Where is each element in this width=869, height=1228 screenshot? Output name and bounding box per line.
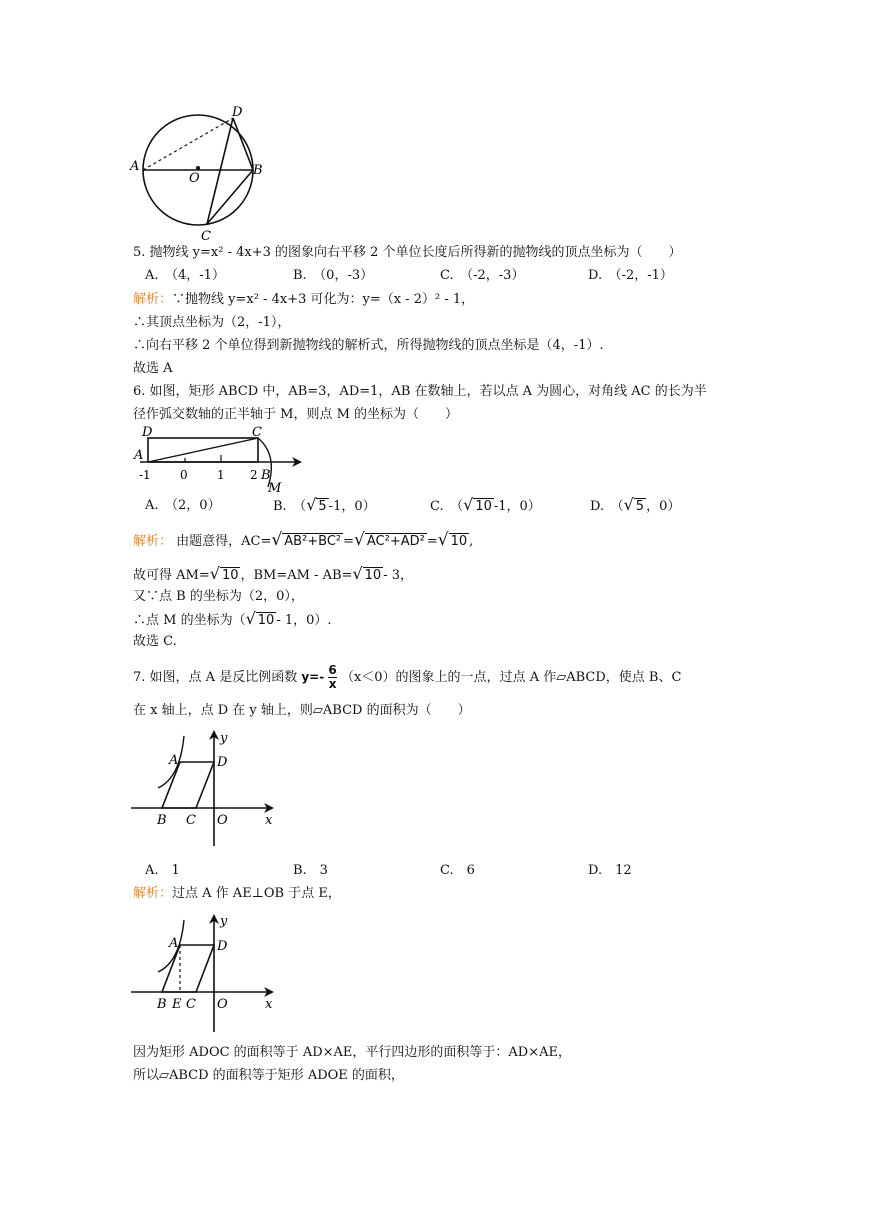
q5-option-d: D. （-2，-1） <box>588 268 673 283</box>
label-a: A <box>134 448 144 463</box>
label-b: B <box>253 163 263 178</box>
sqrt-radicand: 10 <box>450 534 468 549</box>
label-x: x <box>265 813 273 828</box>
func-fraction <box>328 664 336 691</box>
label-y: y <box>220 731 228 746</box>
analysis-text: ∴点 M 的坐标为（ <box>133 613 246 628</box>
q6-stem-line1: 6. 如图，矩形 ABCD 中，AB=3，AD=1，AB 在数轴上，若以点 A 为圆心，对角线 AC 的长为半 <box>133 384 707 399</box>
dashed-ad <box>143 118 233 170</box>
q6-analysis-line5: 故选 C. <box>133 634 177 649</box>
q5-analysis-line1 <box>133 292 474 308</box>
tick-label-2: 2 <box>250 468 258 482</box>
q5-stem: 5. 抛物线 y=x² - 4x+3 的图象向右平移 2 个单位长度后所得新的抛物线的顶点坐标为（ ） <box>133 245 682 260</box>
q5-option-a: A. （4，-1） <box>145 268 225 283</box>
q7-stem-line2: 在 x 轴上，点 D 在 y 轴上，则▱ABCD 的面积为（ ） <box>133 703 471 718</box>
label-o: O <box>217 997 228 1012</box>
label-d: D <box>142 425 153 440</box>
q6-analysis-line4: ∴点 M 的坐标为（√ 10 - 1，0）. <box>133 609 332 628</box>
option-text: B. （ <box>273 499 307 514</box>
analysis-text: = <box>426 534 438 549</box>
label-b: B <box>261 468 271 483</box>
option-text: D. （ <box>590 499 624 514</box>
q5-analysis-line2: ∴其顶点坐标为（2，-1）， <box>133 315 291 330</box>
label-a: A <box>169 753 179 768</box>
label-b: B <box>157 813 167 828</box>
func-numerator: 6 <box>328 663 337 677</box>
diagonal-ac <box>148 438 258 462</box>
analysis-text: 过点 A 作 AE⊥OB 于点 E， <box>172 886 341 901</box>
func-sign: - <box>319 670 325 684</box>
sqrt-radicand: 5 <box>635 499 645 514</box>
label-c: C <box>201 229 211 244</box>
q7-option-a: A. 1 <box>145 863 180 878</box>
analysis-text: 故可得 AM= <box>133 568 210 583</box>
tick-label-neg1: -1 <box>139 468 151 482</box>
label-e: E <box>172 997 182 1012</box>
parallelogram-abcd <box>162 762 214 808</box>
q6-option-d: D. （√ 5 ，0） <box>590 495 681 514</box>
label-c: C <box>186 813 196 828</box>
label-a: A <box>169 936 179 951</box>
option-text: -1，0） <box>328 499 376 514</box>
label-d: D <box>217 755 228 770</box>
sqrt-radicand: 10 <box>364 568 382 583</box>
q5-option-c: C. （-2，-3） <box>440 268 525 283</box>
q6-analysis-line3: 又∵点 B 的坐标为（2，0）， <box>133 589 304 604</box>
analysis-text: - 1，0）. <box>276 613 332 628</box>
label-m: M <box>268 481 282 495</box>
center-point <box>196 166 200 170</box>
analysis-label: 解析： <box>133 292 173 307</box>
function-expression <box>301 663 341 691</box>
q7-analysis-line1 <box>133 886 341 902</box>
label-c: C <box>252 425 262 440</box>
q7-analysis-line2: 因为矩形 ADOC 的面积等于 AD×AE，平行四边形的面积等于：AD×AE， <box>133 1045 571 1060</box>
label-a: A <box>130 159 140 174</box>
stem-text: （x＜0）的图象上的一点，过点 A 作▱ABCD，使点 B、C <box>340 670 682 685</box>
label-b: B <box>157 997 167 1012</box>
q5-analysis-line4: 故选 A <box>133 361 173 376</box>
analysis-label: 解析： <box>133 534 173 549</box>
q7-stem-line1 <box>133 664 681 691</box>
q7-option-d: D. 12 <box>588 863 632 878</box>
q5-option-b: B. （0，-3） <box>293 268 374 283</box>
label-x: x <box>265 997 273 1012</box>
parallelogram-abcd <box>162 945 214 992</box>
q6-analysis-line2: 故可得 AM=√ 10 ，BM=AM - AB=√ 10 - 3， <box>133 564 413 583</box>
q7-option-c: C. 6 <box>440 863 475 878</box>
label-o: O <box>189 171 200 186</box>
q7-parallelogram-figure-with-e <box>128 910 278 1035</box>
q6-option-a: A. （2，0） <box>145 498 221 513</box>
analysis-text: ，BM=AM - AB= <box>240 568 353 583</box>
chord-db <box>233 118 253 170</box>
label-o: O <box>217 813 228 828</box>
func-denominator: x <box>328 677 337 691</box>
analysis-text: - 3， <box>383 568 413 583</box>
sqrt-radicand: AC²+AD² <box>366 534 425 549</box>
sqrt-radicand: 10 <box>257 613 275 628</box>
sqrt-radicand: 5 <box>318 499 327 514</box>
option-text: ，0） <box>646 499 681 514</box>
option-text: -1，0） <box>493 499 541 514</box>
analysis-text: = <box>343 534 355 549</box>
label-d: D <box>217 939 228 954</box>
label-c: C <box>186 997 196 1012</box>
analysis-text: ∵抛物线 y=x² - 4x+3 可化为：y=（x - 2）² - 1， <box>172 292 475 307</box>
analysis-text: 由题意得，AC= <box>176 534 272 549</box>
q6-stem-line2: 径作弧交数轴的正半轴于 M，则点 M 的坐标为（ ） <box>133 407 459 422</box>
q5-analysis-line3: ∴向右平移 2 个单位得到新抛物线的解析式，所得抛物线的顶点坐标是（4，-1）. <box>133 338 604 353</box>
q6-analysis-line1: 解析： 由题意得，AC=√ AB²+BC² =√ AC²+AD² =√ 10 , <box>133 530 474 550</box>
option-text: C. （ <box>430 499 464 514</box>
q7-parallelogram-figure <box>128 728 278 848</box>
q6-option-b: B. （√ 5 -1，0） <box>273 495 376 514</box>
func-y: y= <box>301 670 320 684</box>
sqrt-radicand: AB²+BC² <box>284 534 342 549</box>
sqrt-radicand: 10 <box>475 499 492 514</box>
q6-numberline-figure <box>130 425 310 495</box>
tick-label-1: 1 <box>217 468 225 482</box>
stem-text: 7. 如图，点 A 是反比例函数 <box>133 670 298 685</box>
tick-label-0: 0 <box>180 468 188 482</box>
q7-analysis-line3: 所以▱ABCD 的面积等于矩形 ADOE 的面积， <box>133 1068 404 1083</box>
sqrt-radicand: 10 <box>221 568 239 583</box>
q6-option-c: C. （√ 10 -1，0） <box>430 495 541 514</box>
q5-circle-figure <box>125 100 275 245</box>
label-y: y <box>220 914 228 929</box>
analysis-label: 解析： <box>133 886 173 901</box>
label-d: D <box>232 105 243 120</box>
q7-option-b: B. 3 <box>293 863 328 878</box>
